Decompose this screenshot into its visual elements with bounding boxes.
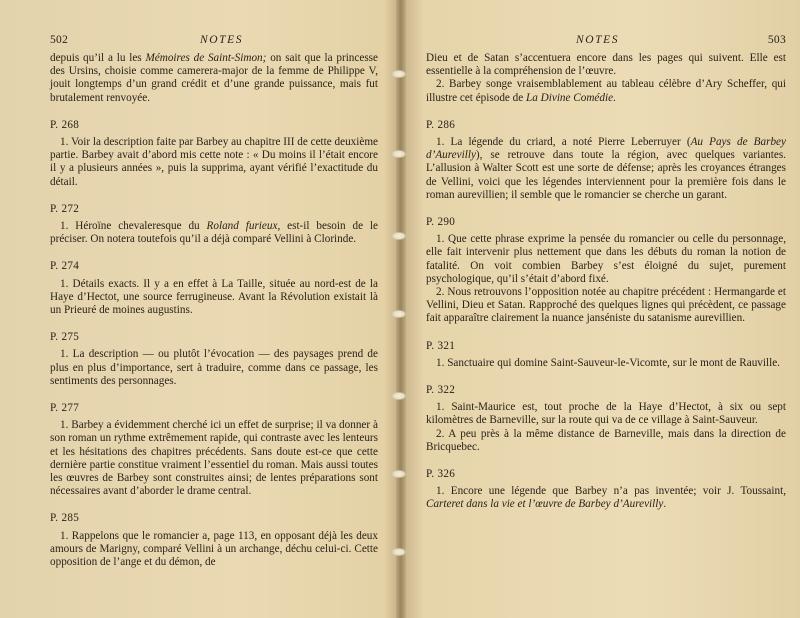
note-page-ref: P. 277	[50, 402, 80, 415]
note-paragraph: 2. Barbey songe vraisemblablement au tableau célèbre d’Ary Scheffer, qui illustre cet épisode de La Divine Comédie.	[426, 78, 786, 104]
left-page	[0, 0, 398, 618]
note-paragraph: 1. Détails exacts. Il y a en effet à La Taille, située au nord-est de la Haye d’Hectot, une source ferrugineuse. Avant la Révolution existait là un Prieuré de moines augustins.	[50, 277, 378, 317]
note-page-ref: P. 285	[50, 512, 80, 525]
right-page-header	[426, 30, 786, 52]
note-paragraph: 1. Barbey a évidemment cherché ici un effet de surprise; il va donner à son roman un rythme extrêmement rapide, qui contraste avec les lenteurs et les hésitations des chapitres précédents. Sans doute est-ce que cette dernière partie constitue vraiment l’essentiel du roman. Mais aussi toutes les œuvres de Barbey sont construites ainsi; de lentes préparations sont nécessaires avant d’aborder le drame central.	[50, 419, 378, 498]
note-page-ref: P. 274	[50, 260, 80, 273]
note-page-ref: P. 290	[426, 216, 456, 229]
note-paragraph: 1. Sanctuaire qui domine Saint-Sauveur-le-Vicomte, sur le mont de Rauville.	[436, 356, 780, 369]
note-paragraph: 1. Voir la description faite par Barbey au chapitre III de cette deuxième partie. Barbey avait d’abord mis cette note : « Du moins il l’était encore il y a plusieurs années », puis la supprima, ayant vérifié l’exactitude du détail.	[50, 136, 378, 188]
page-number: 502	[50, 34, 69, 46]
page-number: 503	[767, 34, 786, 46]
note-page-ref: P. 275	[50, 331, 80, 344]
note-paragraph: 1. Rappelons que le romancier a, page 113, en opposant déjà les deux amours de Marigny, comparé Vellini à un archange, déchu celui-ci. Cette opposition de l’ange et du démon, de	[50, 529, 378, 569]
note-paragraph: 2. A peu près à la même distance de Barneville, mais dans la direction de Bricquebec.	[426, 427, 786, 453]
note-paragraph: 1. Saint-Maurice est, tout proche de la Haye d’Hectot, à six ou sept kilomètres de Barneville, sur la route qui va de ce village à Saint-Sauveur.	[426, 401, 786, 427]
note-page-ref: P. 326	[426, 468, 456, 481]
note-page-ref: P. 286	[426, 118, 456, 131]
right-notes	[426, 52, 786, 512]
note-page-ref: P. 322	[426, 384, 456, 397]
note-continuation: depuis qu’il a lu les Mémoires de Saint-Simon; on sait que la princesse des Ursins, choisie comme camerera-major de la femme de Philippe V, jouit longtemps d’un grand crédit et d’une grande puissance, mais fut brutalement renvoyée.	[50, 52, 378, 104]
right-page	[402, 0, 800, 618]
note-paragraph: 1. Encore une légende que Barbey n’a pas inventée; voir J. Toussaint, Carteret dans la vie et l’œuvre de Barbey d’Aurevilly.	[426, 485, 786, 511]
note-page-ref: P. 272	[50, 202, 80, 215]
running-header: NOTES	[576, 34, 620, 46]
note-paragraph: 1. La description — ou plutôt l’évocation — des paysages prend de plus en plus d’importance, sert à traduire, comme dans ce passage, les sentiments des personnages.	[50, 348, 378, 387]
left-notes	[50, 52, 378, 569]
note-paragraph: 2. Nous retrouvons l’opposition notée au chapitre précédent : Hermangarde et Vellini, Dieu et Satan. Rapproché des quelques lignes qui précèdent, ce passage fait apparaître clairement la nuance janséniste du satanisme aurevillien.	[426, 286, 786, 325]
note-page-ref: P. 268	[50, 118, 80, 131]
running-header: NOTES	[200, 34, 244, 46]
note-continuation: Dieu et de Satan s’accentuera encore dans les pages qui suivent. Elle est essentielle à la compréhension de l’œuvre.	[426, 52, 786, 78]
note-paragraph: 1. La légende du criard, a noté Pierre Leberruyer (Au Pays de Barbey d’Aurevilly), se retrouve dans toute la région, avec quelques variantes. L’allusion à Walter Scott est une sorte de défense; après les croyances étranges de Vellini, voici que les légendes interviennent pour la première fois dans le roman aurevillien; il semble que le romancier se cherche un garant.	[426, 136, 786, 201]
left-page-header	[50, 30, 378, 52]
note-paragraph: 1. Que cette phrase exprime la pensée du romancier ou celle du personnage, elle fait intervenir plus nettement que dans les débuts du roman la notion de fatalité. On voit combien Barbey s’est éloigné du sujet, purement psychologique, qu’il s’était d’abord fixé.	[426, 233, 786, 285]
note-page-ref: P. 321	[426, 339, 456, 352]
note-paragraph: 1. Héroïne chevaleresque du Roland furieux, est-il besoin de le préciser. On notera toutefois qu’il a déjà comparé Vellini à Clorinde.	[50, 220, 379, 246]
